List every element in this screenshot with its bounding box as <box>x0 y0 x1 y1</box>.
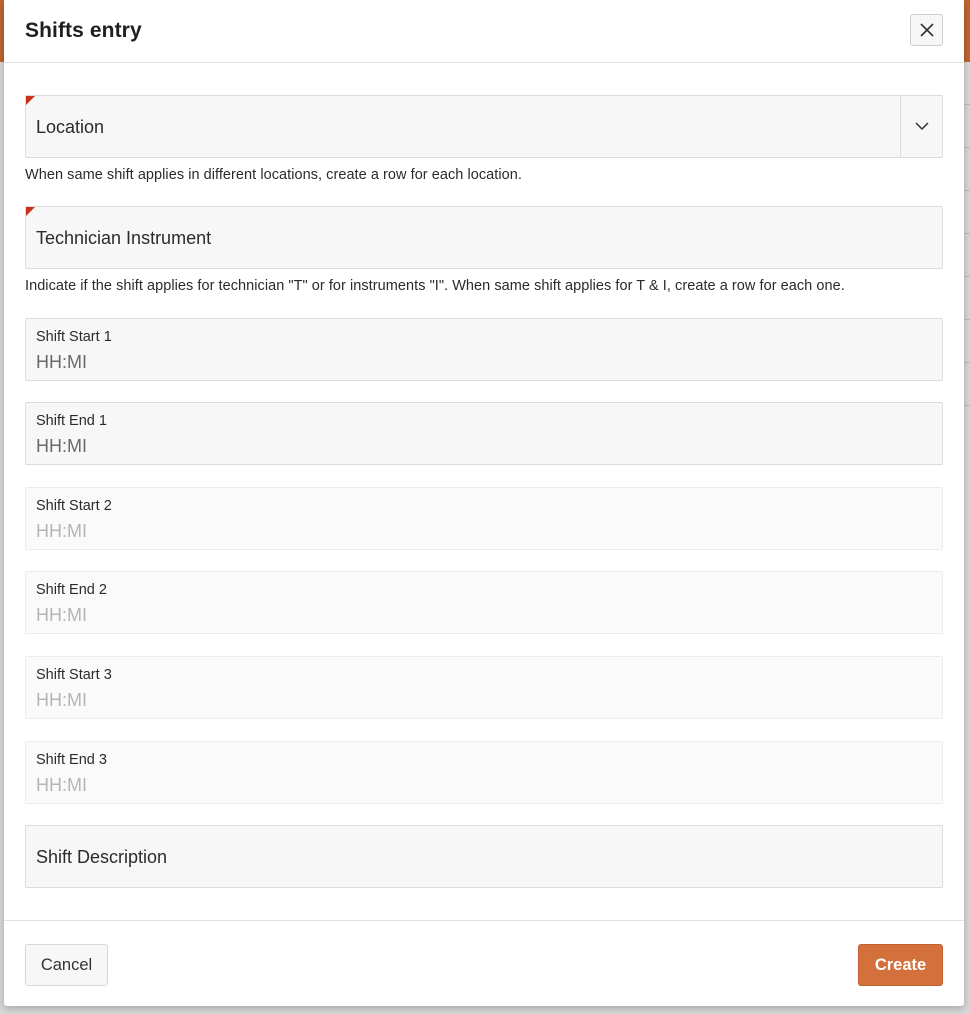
shift-end-1-field[interactable] <box>25 402 943 465</box>
shift-start-2-field <box>25 487 943 550</box>
shift-end-2-field <box>25 571 943 634</box>
dialog-footer <box>4 920 964 1006</box>
close-button[interactable] <box>910 14 943 46</box>
shift-end-1-label: Shift End 1 <box>36 413 107 429</box>
shift-start-3-label: Shift Start 3 <box>36 667 112 683</box>
shift-end-3-input: HH:MI <box>36 775 87 795</box>
shift-start-1-label: Shift Start 1 <box>36 329 112 345</box>
close-icon <box>919 22 935 38</box>
shift-start-2-input: HH:MI <box>36 521 87 541</box>
shift-end-3-label: Shift End 3 <box>36 752 107 768</box>
shift-start-1-input[interactable]: HH:MI <box>36 352 87 372</box>
location-select[interactable] <box>25 95 943 158</box>
shift-start-3-field <box>25 656 943 719</box>
shift-end-1-input[interactable]: HH:MI <box>36 436 87 456</box>
dialog-header <box>4 0 964 63</box>
shift-start-1-field[interactable] <box>25 318 943 381</box>
required-marker <box>26 207 35 216</box>
technician-instrument-field[interactable] <box>25 206 943 269</box>
location-label: Location <box>36 117 105 137</box>
dialog-body <box>4 63 964 920</box>
shift-start-3-input: HH:MI <box>36 690 87 710</box>
shift-description-label: Shift Description <box>36 847 168 867</box>
required-marker <box>26 96 35 105</box>
technician-instrument-help-text: Indicate if the shift applies for technician "T" or for instruments "I". When same shift applies for T & I, create a row for each one. <box>25 278 845 294</box>
technician-instrument-label: Technician Instrument <box>36 228 212 248</box>
location-help-text: When same shift applies in different locations, create a row for each location. <box>25 167 522 183</box>
shifts-entry-dialog <box>4 0 964 1006</box>
create-button[interactable]: Create <box>858 944 943 986</box>
shift-end-3-field <box>25 741 943 804</box>
shift-end-2-label: Shift End 2 <box>36 582 107 598</box>
shift-end-2-input: HH:MI <box>36 605 87 625</box>
shift-description-field[interactable] <box>25 825 943 888</box>
location-dropdown-button[interactable] <box>900 96 942 157</box>
cancel-button[interactable]: Cancel <box>25 944 108 986</box>
dialog-title: Shifts entry <box>25 19 142 42</box>
shift-start-2-label: Shift Start 2 <box>36 498 112 514</box>
chevron-down-icon <box>915 122 929 131</box>
